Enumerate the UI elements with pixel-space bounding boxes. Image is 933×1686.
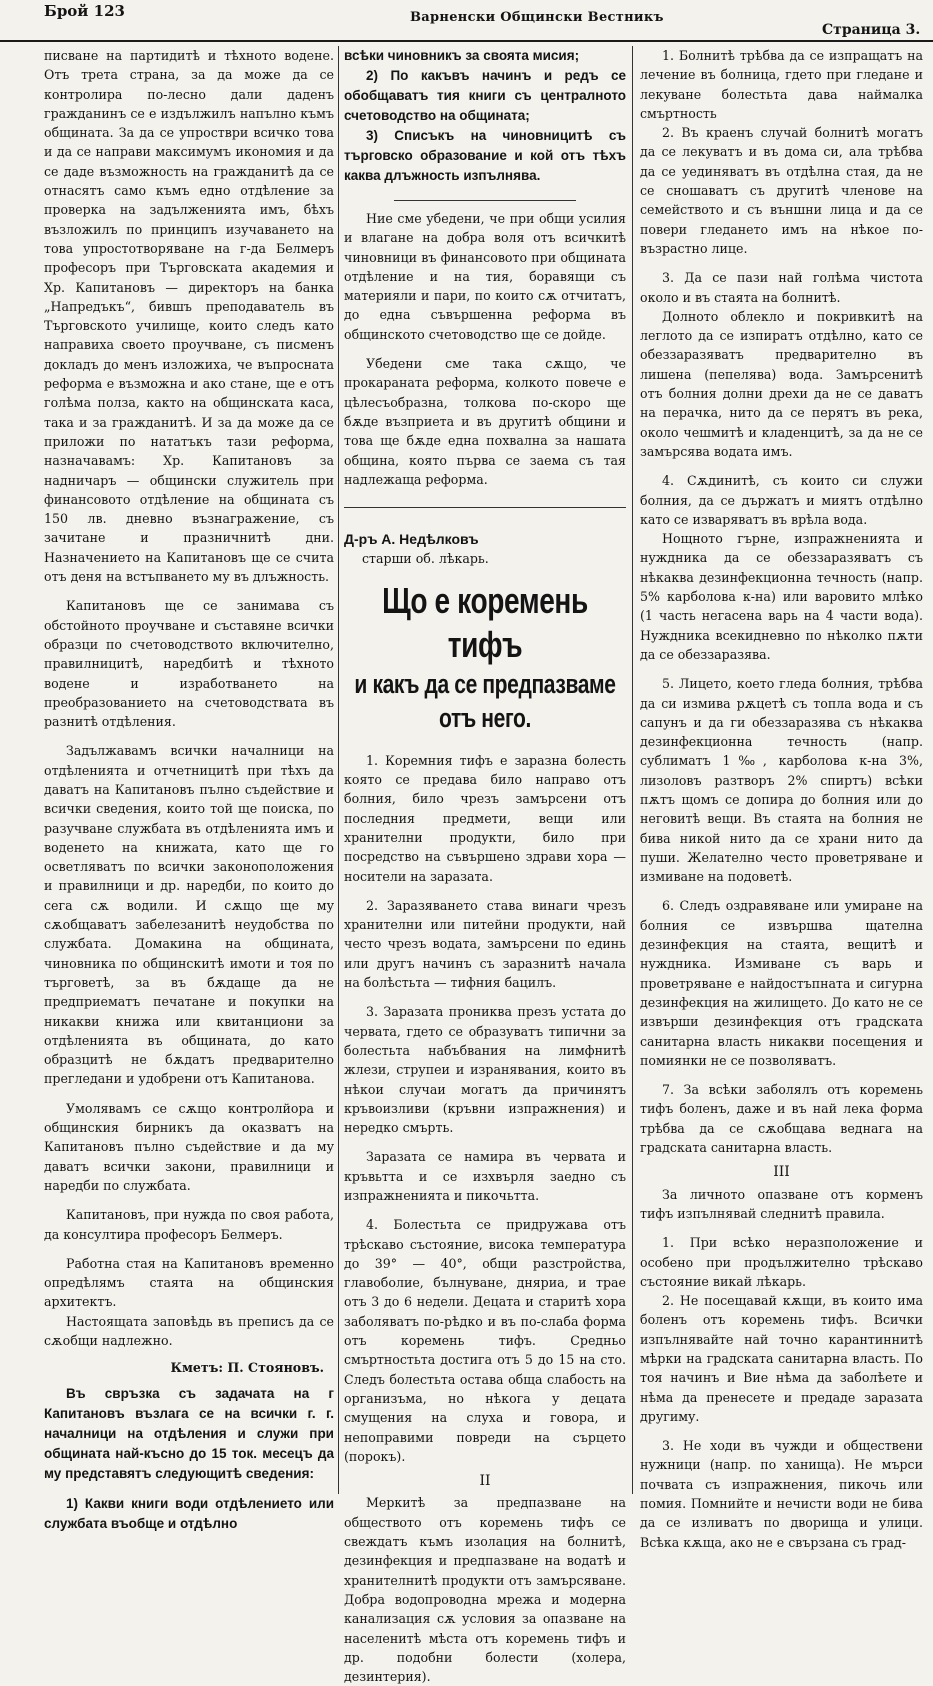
article-title-line-1: Що е коремень тифъ [382,579,588,665]
column-2 [344,46,626,1685]
paragraph: 1. Болнитѣ трѣбва да се изпращатъ на лечение въ болница, гдето при гледане и лекуване болестьта дава наймалка смъртность [640,48,923,121]
page-number: Страница 3. [822,22,921,38]
bold-paragraph: Въ свръзка съ задачата на г Капитановъ възлага се на всички г. г. началници на отдѣления и служи при общината най-късно до 15 ток. месецъ да му представятъ следующитѣ сведения: [44,1385,334,1481]
bold-list-item: всѣки чиновникъ за своята мисия; [344,48,580,63]
article-title [344,579,626,735]
page-header [0,0,933,42]
paragraph: Долното облекло и покривкитѣ на леглото да се изпиратъ отдѣлно, като се обеззаразяватъ предварително въ лишена (пепелява) вода. Замърсенитѣ отъ болния долни дрехи да не се даватъ на перачка, нито да се перятъ въ река, около чешмитѣ и кладенцитѣ, за да не се замърсява водата имъ. [640,308,923,459]
paragraph: 4. Болестьта се придружава отъ трѣскаво състояние, висока температура до 39° — 40°, общи разстройства, главоболие, бълнуване, дняриа, и трае отъ 3 до 6 недели. Децата и старитѣ хора заболяватъ по-рѣдко и въ по-слаба форма отъ коремень тифъ. Средньо смъртностьта достига отъ 5 до 15 на сто. Следъ болестьта остава обща слабость на организъма, но нѣкога у децата смущения на слуха и говора, и непоправими повреди на сърцето (порокъ). [344,1217,626,1464]
paragraph: 7. За всѣки заболялъ отъ коремень тифъ боленъ, даже и въ най лека форма трѣбва да се сѫобщава веднага на градската санитарна власть. [640,1082,923,1156]
paragraph: 1. При всѣко неразположение и особено при продължително трѣскаво състояние викай лѣкарь. [640,1235,923,1289]
column-3 [640,46,923,1550]
paragraph: Задължавамъ всички началници на отдѣленията и отчетницитѣ при тѣхъ да даватъ на Капитановъ пълно съдействие и всички сведения, които той ще поиска, по разучване службата въ отдѣленията имъ и воденето на книжата, като ще го осветляватъ по всички законоположения и правилници и др. наредби, по които до сега сѫ водили. И сѫщо ще му сѫобщаватъ забелезанитѣ неудобства по службата. Домакина на общината, чиновника по общинскитѣ имоти и тоя по търговетѣ, за въ бѫдаще да не предприематъ печатане и покупки на никакви книжа или квитанциони за отдѣленията въ общината, до като образцитѣ не бѫдатъ предварително прегледани и удобрени отъ Капитанова. [44,743,334,1087]
paragraph: 3. Да се пази най голѣма чистота около и въ стаята на болнитѣ. [640,270,923,305]
paragraph: Настоящата заповѣдь въ преписъ да се сѫобщи надлежно. [44,1313,334,1348]
article-title-line-2: и какъ да се предпазваме отъ него. [354,668,616,733]
column-rule [632,46,633,1494]
section-numeral: III [773,1164,790,1181]
bold-list-item: 1) Какви книги води отдѣлението или службата въобще и отдѣлно [44,1495,334,1531]
paragraph: 3. Заразата прониква презъ устата до червата, гдето се образуватъ типични за болестьта набъбвания на лимфнитѣ жлези, струпеи и изранявания, които въ нѣкои случаи могатъ да причинятъ кръвоизливи (кръвни изпражнения) и нередко смърть. [344,1004,626,1136]
mayor-signature: Кметъ: П. Стояновъ. [170,1360,324,1376]
paragraph: 2. Въ краенъ случай болнитѣ могатъ да се лекуватъ и въ дома си, ала трѣбва да се уединяватъ въ отдѣлна стая, да не се сношаватъ съ другитѣ членове на семейството и съ външни лица и да се повери гледането имъ на нѣкое по-възрастно лице. [640,125,923,256]
bold-list-item: 3) Списъкъ на чиновницитѣ съ търговско образование и кой отъ тѣхъ каква длъжность изпълнява. [344,128,626,183]
column-rule [338,46,339,1494]
article-author: Д-ръ А. Недѣлковъ [344,531,479,548]
paragraph: 6. Следъ оздравяване или умиране на болния се извършва щателна дезинфекция на стаята, вещитѣ и нуждника. Измиване съ варь и проветряване е найдостъпната и сигурна дезинфекция на жилището. До като не се извърши дезинфекция отъ градската санитарна власть никакви посещения и помиянки не се позволяватъ. [640,898,923,1068]
paragraph: 2. Заразяването става винаги чрезъ хранителни или питейни продукти, най често чрезъ водата, замърсени по единь или другъ начинъ съ заразнитѣ начала на болѣстьта — тифния бацилъ. [344,897,626,991]
paragraph: За личното опазване отъ корменъ тифъ изпълнявай следнитѣ правила. [640,1186,923,1221]
paragraph: Работна стая на Капитановъ временно опредѣлямъ стаята на общинския архитектъ. [44,1255,334,1310]
issue-number: Брой 123 [44,2,125,20]
paragraph: Умолявамъ се сѫщо контролйора и общинския бирникъ да оказватъ на Капитановъ пълно съдействие и да му даватъ всички закони, правилници и наредби по службата. [44,1100,334,1193]
article-separator [344,507,626,508]
paragraph: Меркитѣ за предпазване на обществото отъ коремень тифъ се свеждатъ къмъ изолация на болнитѣ, дезинфекция и предпазване на водатѣ и хранителнитѣ продукти отъ замърсяване. Добра водопроводна мрежа и модерна канализация сѫ условия за опазване на населенитѣ мѣста отъ коремень тифъ и др. подобни болести (холера, дезинтерия). [344,1495,626,1685]
bold-list-item: 2) По какъвъ начинъ и редъ се обобщаватъ тия книги съ централното счетоводство на общината; [344,68,626,123]
section-numeral: II [479,1473,491,1490]
paragraph: Нощното гърне, изпражненията и нуждника да се обеззаразяватъ съ нѣкаква дезинфекционна течность (напр. 5% карболова к-на) или варовито млѣко (1 часть негасена варь на 4 части вода). Нуждника всекидневно по нѣколко пѫти да се обеззаразява. [640,531,923,662]
paragraph: Капитановъ, при нужда по своя работа, да консултира професоръ Белмеръ. [44,1207,334,1242]
paragraph: 5. Лицето, което гледа болния, трѣбва да си измива рѫцетѣ съ топла вода и съ сапунъ и да ги обеззаразява съ нѣкаква дезинфекционна течность (напр. сублиматъ 1‰, карболова к-на 3%, лизоловъ разтворъ 2% спиртъ) всѣки пѫтъ щомъ се допира до болния или до неговитѣ вещи. Въ стаята на болния не бива никой нито да се храни нито да пуши. Желателно често проветряване и измиване на подоветѣ. [640,676,923,885]
paragraph: 1. Коремния тифъ е заразна болесть която се предава било направо отъ болния, било чрезъ замърсени отъ последния предмети, вещи или хранителни продукти, било при посредство на съвършено здрави хора — носители на заразата. [344,752,626,884]
paragraph: 4. Сѫдинитѣ, съ които си служи болния, да се държатъ и миятъ отдѣлно като се изваряватъ въ врѣла вода. [640,473,923,527]
column-1 [44,46,334,1531]
paragraph: 3. Не ходи въ чужди и обществени нужници (напр. по ханища). Не мърси почвата съ изпражнения, пикочь или помия. Помнийте и нечисти води не бива да се изливатъ по дворища и улици. Всѣка кѫща, ако не е свързана съ град- [640,1438,923,1550]
paragraph: Ние сме убедени, че при общи усилия и влагане на добра воля отъ всичкитѣ чиновници въ финансовото при общината отдѣление и на тия, боравящи съ материяли и пари, по които сѫ отчитатъ, до една съвършенна реформа въ общинското счетоводство ще се дойде. [344,211,626,342]
paragraph: Капитановъ ще се занимава съ обстойното проучване и съставяне всички образци по счетоводството включително, правилницитѣ, наредбитѣ и тѣхното водене и изработването на преобразованието на счетоводствата въ разнитѣ отдѣления. [44,598,334,730]
author-title: старши об. лѣкарь. [362,551,489,567]
paragraph: Убедени сме така сѫщо, че прокараната реформа, колкото повече е цѣлесъобразна, толкова по-скоро ще бѫде възприета и въ другитѣ общини и това ще бѫде една похвална за нашата община, която първа се заема съ тая надлежаща реформа. [344,356,626,487]
separator [394,200,576,201]
paragraph: 2. Не посещавай кѫщи, въ които има боленъ отъ коремень тифъ. Всички изпълнявайте най точно карантиннитѣ мѣрки на градската санитарна власть. По тоя начинъ и Вие нѣма да заболѣете и нѣма да пренесете и предаде заразата другиму. [640,1293,923,1424]
paragraph: писване на партидитѣ и тѣхното водене. Отъ трета страна, за да може да се контролира по-лесно дали даденъ гражданинъ се е издължилъ напълно къмъ общината. За да се упростври всичко това и да се направи максимумъ икономия и да се даде възможность на гражданитѣ да се отнасятъ само къмъ едно отдѣление за проверка на задълженията имъ, бѣхъ възложилъ по принципъ изучаването на това упростотворяване на г-да Белмеръ професоръ при Търговската академия и Хр. Капитановъ — директоръ на банка „Напредъкъ“, бившъ преподаватель въ Търговското училище, които следъ като направиха своето проучване, съ писменъ докладъ до менъ изложиха, че въпросната реформа е възможна и ако стане, ще е отъ голѣма полза, както на общинската каса, така и за гражданитѣ. И за да може да се приложи по нататъкъ тази реформа, назначавамъ: Хр. Капитановъ за надничаръ — общински служитель при финансовото отдѣление на общината съ 150 лв. дневно възнагражение, съ зачитане и празничнитѣ дни. Назначението на Капитановъ ще се счита отъ деня на встъпването му въ длъжность. [44,48,334,585]
paragraph: Заразата се намира въ червата и кръвьтта и се изхвърля заедно съ изпражненията и пикочьтта. [344,1149,626,1203]
newspaper-name: Варненски Общински Вестникъ [410,10,664,25]
